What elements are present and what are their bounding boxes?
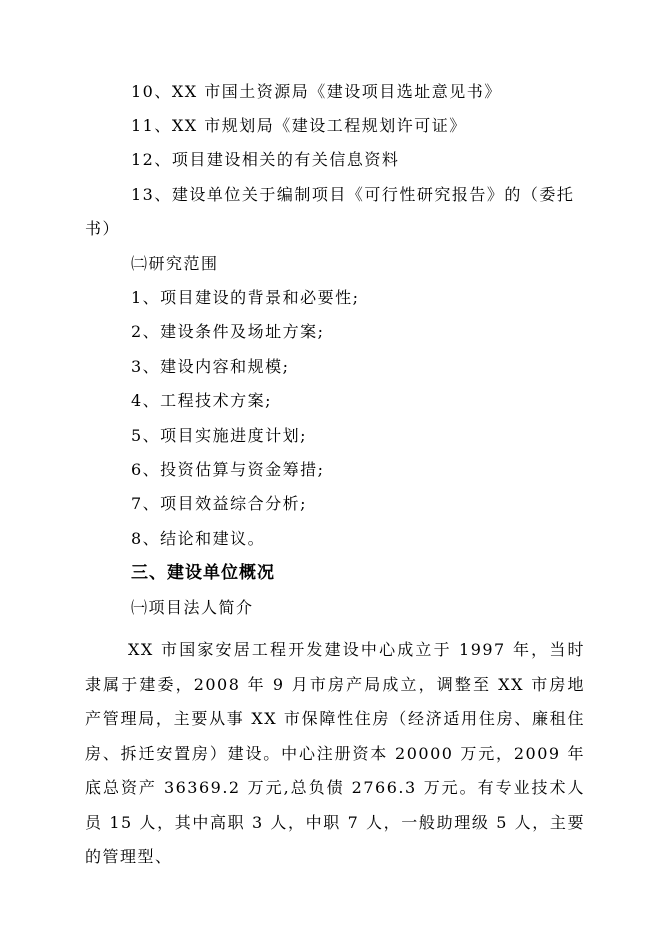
materials-item-13-continuation: 书） bbox=[85, 219, 121, 238]
subsection-title: ㈠项目法人简介 bbox=[131, 598, 254, 617]
materials-item-10: 10、XX 市国土资源局《建设项目选址意见书》 bbox=[131, 82, 502, 101]
scope-item: 6、投资估算与资金筹措; bbox=[131, 460, 325, 479]
research-scope-title: ㈡研究范围 bbox=[131, 254, 219, 273]
scope-item: 2、建设条件及场址方案; bbox=[131, 322, 325, 341]
scope-item: 5、项目实施进度计划; bbox=[131, 426, 308, 445]
scope-item: 7、项目效益综合分析; bbox=[131, 494, 308, 513]
section-heading: 三、建设单位概况 bbox=[131, 563, 275, 583]
materials-item-11: 11、XX 市规划局《建设工程规划许可证》 bbox=[131, 116, 467, 135]
scope-item: 1、项目建设的背景和必要性; bbox=[131, 288, 360, 307]
scope-item: 3、建设内容和规模; bbox=[131, 357, 290, 376]
materials-item-12: 12、项目建设相关的有关信息资料 bbox=[131, 150, 400, 169]
materials-item-13: 13、建设单位关于编制项目《可行性研究报告》的（委托 bbox=[131, 185, 575, 204]
legal-entity-paragraph: XX 市国家安居工程开发建设中心成立于 1997 年，当时隶属于建委，2008 年 9 月市房产局成立，调整至 XX 市房地产管理局，主要从事 XX 市保障性住房（经济适用住房、廉租住房、拆迁安置房）建设。中心注册资本 20000 万元，2009 年底总资产 36369.2 万元,总负债 2766.3 万元。有专业技术人员 15 人，其中高职 3 人，中职 7 人，一般助理级 5 人，主要的管理型、 bbox=[85, 640, 585, 866]
scope-item: 4、工程技术方案; bbox=[131, 391, 273, 410]
scope-item: 8、结论和建议。 bbox=[131, 529, 266, 548]
